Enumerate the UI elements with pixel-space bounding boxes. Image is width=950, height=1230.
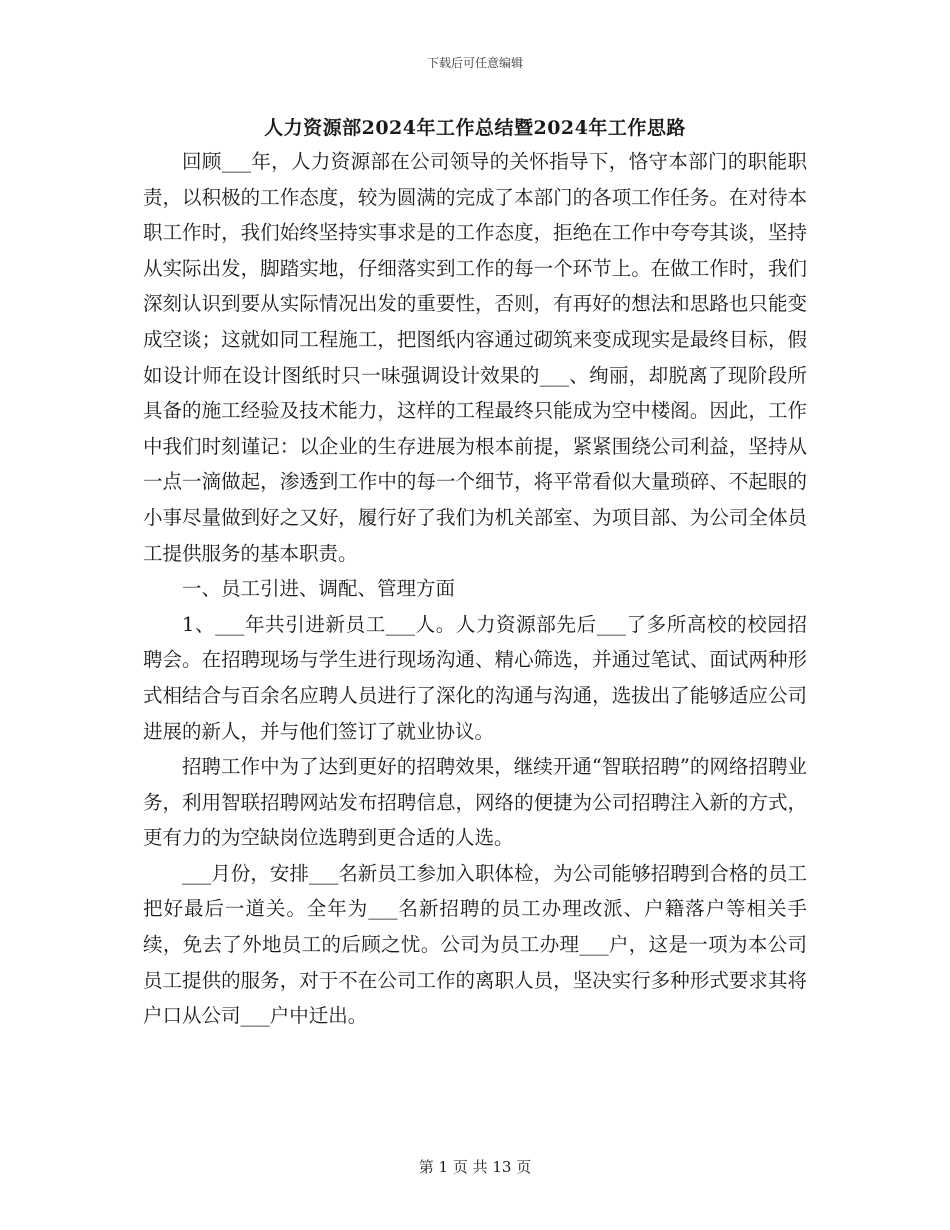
paragraph-onboarding: ___月份，安排___名新员工参加入职体检，为公司能够招聘到合格的员工把好最后一道关。全年为___名新招聘的员工办理改派、户籍落户等相关手续，免去了外地员工的后顾之忧。公司为员工办理___户，这是一项为本公司员工提供的服务，对于不在公司工作的离职人员，坚决实行多种形式要求其将户口从公司___户中迁出。 [143, 861, 807, 1028]
section-heading: 一、员工引进、调配、管理方面 [182, 577, 456, 601]
paragraph-recruitment: 1、___年共引进新员工___人。人力资源部先后___了多所高校的校园招聘会。在招聘现场与学生进行现场沟通、精心筛选，并通过笔试、面试两种形式相结合与百余名应聘人员进行了深化的沟通与沟通，选拔出了能够适应公司进展的新人，并与他们签订了就业协议。 [143, 612, 807, 743]
paragraph-online-recruitment: 招聘工作中为了达到更好的招聘效果，继续开通“智联招聘”的网络招聘业务，利用智联招聘网站发布招聘信息，网络的便捷为公司招聘注入新的方式，更有力的为空缺岗位选聘到更合适的人选。 [143, 755, 807, 850]
page-number: 第 1 页 共 13 页 [418, 1158, 532, 1176]
document-title: 人力资源部2024年工作总结暨2024年工作思路 [264, 117, 686, 139]
document-body [143, 144, 807, 1034]
paragraph-intro: 回顾___年，人力资源部在公司领导的关怀指导下，恪守本部门的职能职责，以积极的工作态度，较为圆满的完成了本部门的各项工作任务。在对待本职工作时，我们始终坚持实事求是的工作态度，拒绝在工作中夸夸其谈，坚持从实际出发，脚踏实地，仔细落实到工作的每一个环节上。在做工作时，我们深刻认识到要从实际情况出发的重要性，否则，有再好的想法和思路也只能变成空谈；这就如同工程施工，把图纸内容通过砌筑来变成现实是最终目标，假如设计师在设计图纸时只一味强调设计效果的___、绚丽，却脱离了现阶段所具备的施工经验及技术能力，这样的工程最终只能成为空中楼阁。因此，工作中我们时刻谨记：以企业的生存进展为根本前提，紧紧围绕公司利益，坚持从一点一滴做起，渗透到工作中的每一个细节，将平常看似大量琐碎、不起眼的小事尽量做到好之又好，履行好了我们为机关部室、为项目部、为公司全体员工提供服务的基本职责。 [143, 150, 807, 565]
header-note: 下载后可任意编辑 [426, 56, 523, 70]
